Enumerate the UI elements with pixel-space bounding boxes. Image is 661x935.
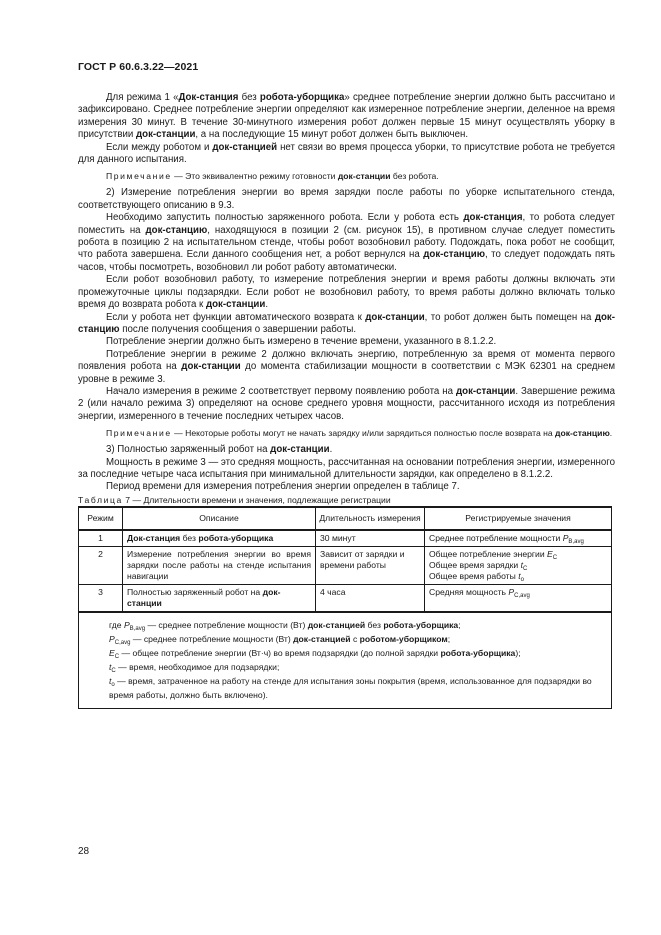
note: Примечание — Это эквивалентно режиму готовности док-станции без робота.: [106, 171, 439, 182]
paragraph: Начало измерения в режиме 2 соответствует первому появлению робота на док-станции. Завершение режима 2 (или начало режима 3) определяют на основе среднего уровня мощности, рассчитанного исходя из потребления энергии, измеренного в течение последних четырех часов.: [78, 385, 615, 422]
cell-values: Среднее потребление мощности $P_{B,avg}$: [425, 530, 612, 547]
table-row: [79, 585, 612, 613]
paragraph: Если робот возобновил работу, то измерение потребления энергии и время работы должны включать эти промежуточные циклы подзарядки. Если робот не возобновил работу, то время работы должно включать только время до возврата робота к док-станции.: [78, 274, 615, 311]
table-legend: [79, 612, 612, 709]
legend-item: где $P_{B,avg}$ — среднее потребление мощности (Вт) док-станцией без робота-уборщика;: [109, 620, 461, 633]
note-label: Примечание: [106, 171, 172, 182]
cell-description: Измерение потребления энергии во время зарядки после работы на стенде испытания навигации: [123, 547, 316, 585]
legend-item: $E_C$ — общее потребление энергии (Вт·ч) во время подзарядки (до полной зарядки робота-уборщика);: [109, 648, 521, 661]
cell-mode: 1: [79, 530, 123, 547]
cell-values: Общее потребление энергии $E_C$ Общее время зарядки $t_C$ Общее время работы $t_o$: [425, 547, 612, 585]
paragraph: Мощность в режиме 3 — это средняя мощность, рассчитанная на основании потребления энергии, измеренного за последние четыре часа испытания при минимальной длительности зарядки, как определено в 8.1.2.2.: [78, 456, 615, 480]
table-legend-row: [79, 612, 612, 709]
table-header-row: [79, 507, 612, 530]
note: Примечание — Некоторые роботы могут не начать зарядку и/или зарядиться полностью после возврата на док-станцию.: [106, 428, 613, 439]
legend-item: $t_C$ — время, необходимое для подзарядки;: [109, 662, 280, 675]
standard-header: ГОСТ Р 60.6.3.22—2021: [78, 61, 199, 73]
table-caption: Таблица 7 — Длительности времени и значения, подлежащие регистрации: [78, 494, 391, 505]
paragraph: Для режима 1 «Док-станция без робота-уборщика» среднее потребление энергии должно быть рассчитано и зафиксировано. Среднее потребление энергии определяют как измеренное потребление энергии, деленное на время измерения 30 минут. В течение 30-минутного измерения робот должен первые 15 минут осуществлять уборку в присутствии док-станции, а на последующие 15 минут робот должен быть выключен.: [78, 92, 615, 141]
paragraph: Если у робота нет функции автоматического возврата к док-станции, то робот должен быть помещен на док-станцию после получения сообщения о завершении работы.: [78, 311, 615, 335]
paragraph: Если между роботом и док-станцией нет связи во время процесса уборки, то присутствие робота не требуется для данного испытания.: [78, 141, 615, 166]
paragraph: 2) Измерение потребления энергии во время зарядки после работы по уборке испытательного стенда, соответствующего описанию в 9.3.: [78, 187, 615, 211]
paragraph: Период времени для измерения потребления энергии определен в таблице 7.: [106, 481, 460, 493]
legend-item: $t_o$ — время, затраченное на работу на стенде для испытания зоны покрытия (время, использованное для подзарядки во время работы, должно быть включено).: [109, 676, 592, 701]
column-header: Длительность измерения: [316, 507, 425, 530]
legend-item: $P_{C,avg}$ — среднее потребление мощности (Вт) док-станцией с роботом-уборщиком;: [109, 634, 451, 647]
paragraph: Потребление энергии в режиме 2 должно включать энергию, потребленную за время от момента первого появления робота на док-станции до момента стабилизации мощности в соответствии с МЭК 62301 на среднем уровне в режиме 3.: [78, 348, 615, 385]
paragraph: Необходимо запустить полностью заряженного робота. Если у робота есть док-станция, то робота следует поместить на док-станцию, находящуюся в позиции 2 (см. рисунок 15), в противном случае следует поместить робота в позицию 2 на испытательном стенде, чтобы робот возобновил работу. Подождать, пока робот не сообщит, что работа завершена. Если данного сообщения нет, а робот вернулся на док-станцию, то следует подождать пять часов, чтобы посмотреть, возобновил ли робот работу автоматически.: [78, 212, 616, 273]
cell-mode: 2: [79, 547, 123, 585]
table-row: [79, 530, 612, 547]
document-body: [78, 92, 615, 709]
cell-description: Док-станция без робота-уборщика: [123, 530, 316, 547]
paragraph: Потребление энергии должно быть измерено в течение времени, указанного в 8.1.2.2.: [106, 336, 497, 348]
cell-duration: 30 минут: [316, 530, 425, 547]
cell-description: Полностью заряженный робот на док-станции: [123, 585, 316, 613]
data-table: [78, 506, 612, 709]
table-row: [79, 547, 612, 585]
cell-duration: Зависит от зарядки и времени работы: [316, 547, 425, 585]
column-header: Режим: [79, 507, 123, 530]
column-header: Регистрируемые значения: [425, 507, 612, 530]
paragraph: 3) Полностью заряженный робот на док-станции.: [106, 444, 333, 456]
note-label: Примечание: [106, 428, 172, 439]
page-number: 28: [78, 846, 90, 857]
cell-values: Средняя мощность $P_{C,avg}$: [425, 585, 612, 613]
cell-mode: 3: [79, 585, 123, 613]
column-header: Описание: [123, 507, 316, 530]
cell-duration: 4 часа: [316, 585, 425, 613]
